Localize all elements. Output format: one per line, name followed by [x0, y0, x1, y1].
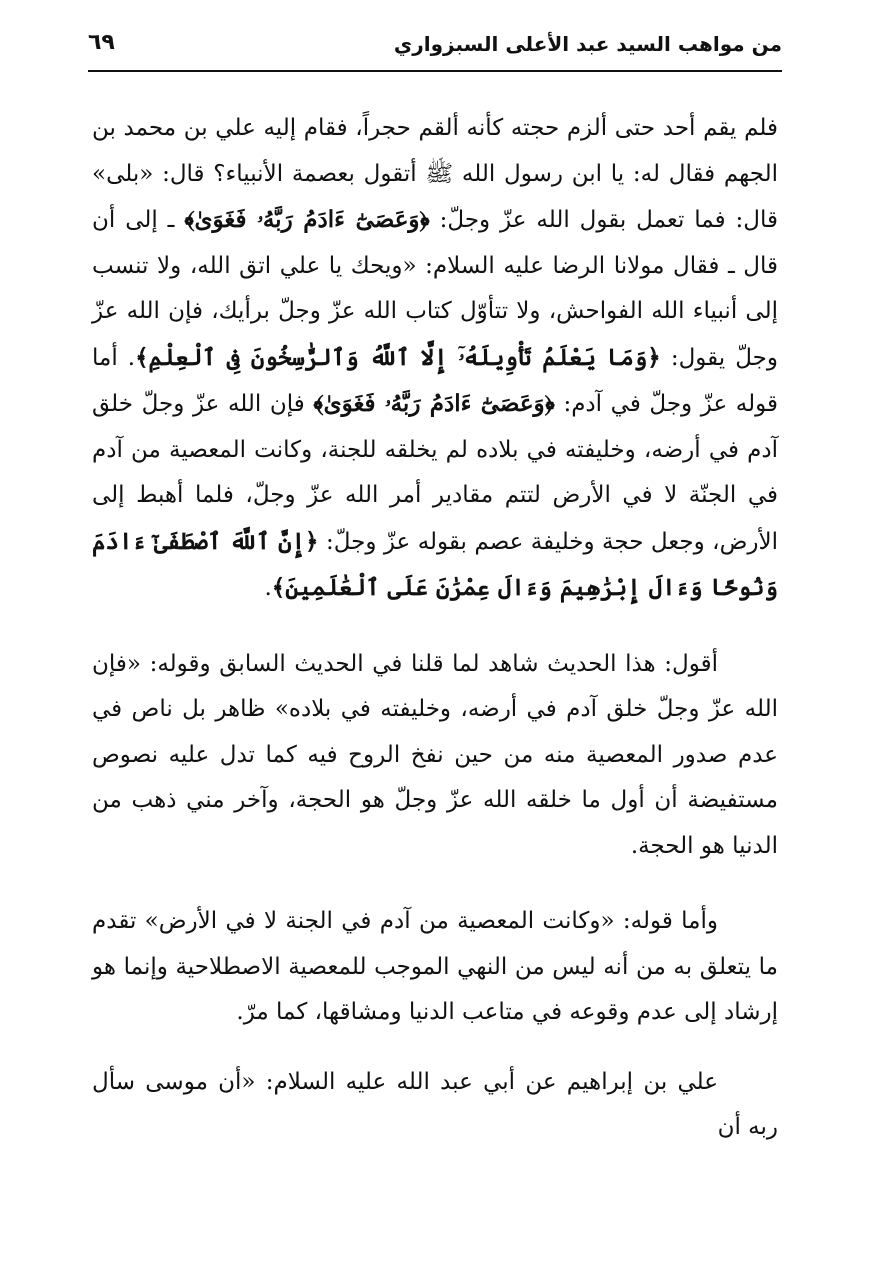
- quran-verse: ﴿إِنَّ ٱللَّهَ ٱصْطَفَىٰٓ ءَادَمَ وَنُوحًا وَءَالَ إِبْرَٰهِيمَ وَءَالَ عِمْرَٰنَ عَلَى ٱلْعَٰلَمِينَ﴾: [92, 527, 778, 601]
- running-header: [88, 26, 782, 72]
- text-run: ـ إلى أن قال ـ فقال مولانا الرضا عليه السلام: «ويحك يا علي اتق الله، ولا تنسب إلى أنبياء الله الفواحش، ولا تتأوّل كتاب الله عزّ وجلّ برأيك، فإن الله عزّ وجلّ يقول:: [92, 207, 778, 371]
- text-run: علي بن إبراهيم عن أبي عبد الله عليه السلام: «أن موسى سأل ربه أن: [92, 1068, 778, 1140]
- quran-verse: ﴿وَعَصَىٰٓ ءَادَمُ رَبَّهُۥ فَغَوَىٰ﴾: [184, 206, 430, 233]
- page-number: ٦٩: [88, 30, 115, 55]
- paragraph-next-hadith: [92, 1060, 778, 1151]
- quran-verse: ﴿وَعَصَىٰٓ ءَادَمُ رَبَّهُۥ فَغَوَىٰ﴾: [313, 390, 555, 417]
- header-title: من مواهب السيد عبد الأعلى السبزواري: [393, 32, 782, 56]
- paragraph-commentary: [92, 642, 778, 870]
- paragraph-hadith: [92, 106, 778, 612]
- text-run: فلم يقم أحد حتى ألزم حجته كأنه ألقم حجراً، فقام إليه علي بن محمد بن الجهم فقال له: يا ابن رسول الله ﷺ أتقول بعصمة الأنبياء؟ قال: «بلى» قال: فما تعمل بقول الله عزّ وجلّ:: [92, 115, 778, 233]
- text-run: . أما قوله عزّ وجلّ في آدم:: [92, 344, 778, 417]
- text-run: أقول: هذا الحديث شاهد لما قلنا في الحديث السابق وقوله: «فإن الله عزّ وجلّ خلق آدم في أرضه، وخليفته في بلاده» ظاهر بل ناص في عدم صدور المعصية منه من حين نفخ الروح فيه كما تدل عليه نصوص مستفيضة أن أول ما خلقه الله عزّ وجلّ هو الحجة، وآخر مني ذهب من الدنيا هو الحجة.: [92, 650, 778, 859]
- quran-verse: ﴿وَمَا يَعْلَمُ تَأْوِيلَهُۥٓ إِلَّا ٱللَّهُ وَٱلرَّٰسِخُونَ فِى ٱلْعِلْمِ﴾: [135, 343, 661, 371]
- body-text: [92, 106, 778, 1151]
- paragraph-commentary-2: [92, 899, 778, 1036]
- text-run: فإن الله عزّ وجلّ خلق آدم في أرضه، وخليفته في بلاده لم يخلقه للجنة، وكانت المعصية من آدم في الجنّة لا في الأرض لتتم مقادير أمر الله عزّ وجلّ، فلما أهبط إلى الأرض، وجعل حجة وخليفة عصم بقوله عزّ وجلّ:: [92, 391, 778, 555]
- text-run: وأما قوله: «وكانت المعصية من آدم في الجنة لا في الأرض» تقدم ما يتعلق به من أنه ليس من النهي الموجب للمعصية الاصطلاحية وإنما هو إرشاد إلى عدم وقوعه في متاعب الدنيا ومشاقها، كما مرّ.: [92, 908, 778, 1025]
- text-run: .: [264, 575, 272, 601]
